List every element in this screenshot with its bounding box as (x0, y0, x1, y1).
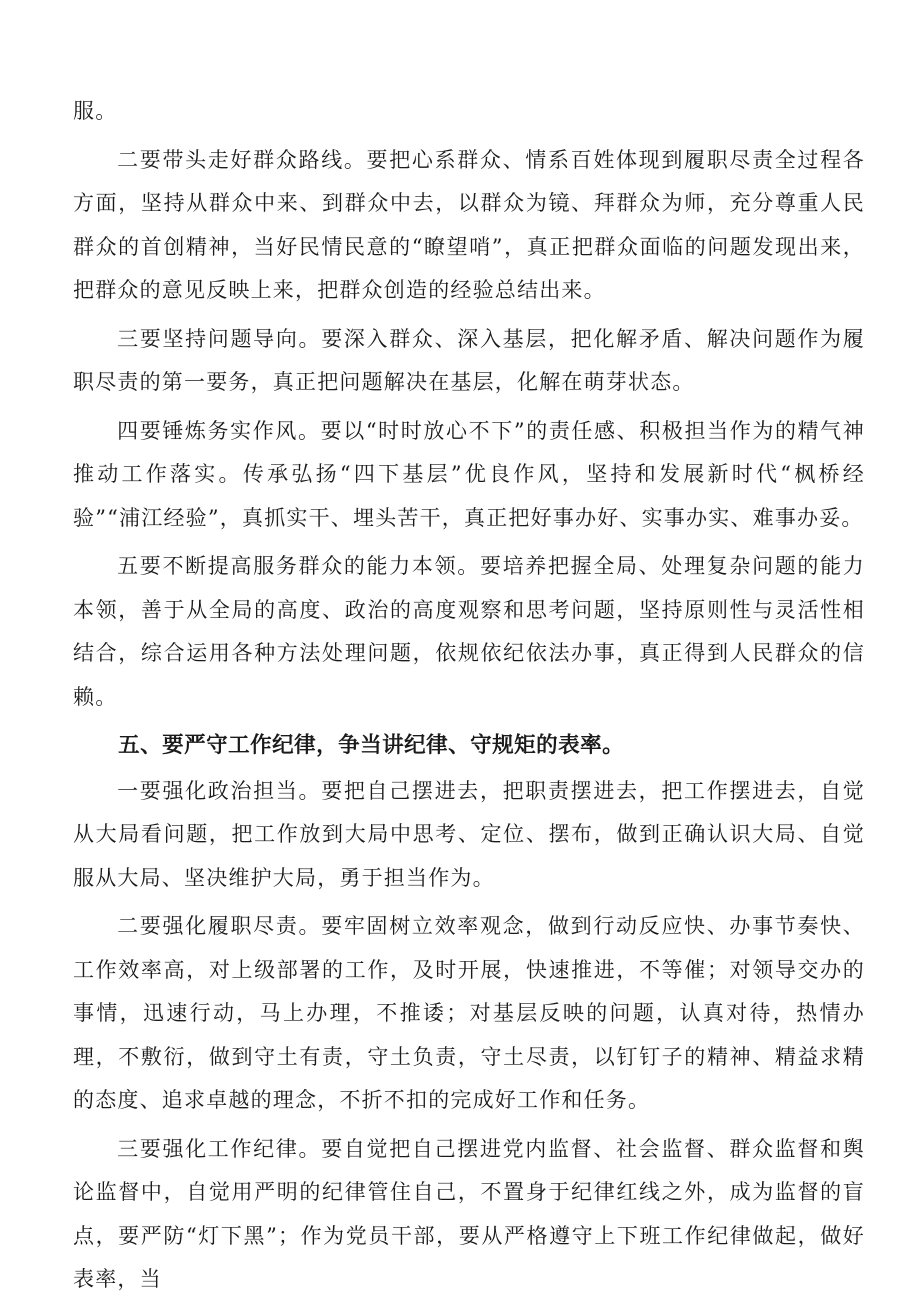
paragraph-political-responsibility: 一要强化政治担当。要把自己摆进去，把职责摆进去，把工作摆进去，自觉从大局看问题，把工作放到大局中思考、定位、摆布，做到正确认识大局、自觉服从大局、坚决维护大局，勇于担当作为。 (73, 778, 865, 890)
paragraph-service-ability: 五要不断提高服务群众的能力本领。要培养把握全局、处理复杂问题的能力本领，善于从全局的高度、政治的高度观察和思考问题，坚持原则性与灵活性相结合，综合运用各种方法处理问题，依规依纪依法办事，真正得到人民群众的信赖。 (73, 554, 865, 709)
section-heading-discipline: 五、要严守工作纪律，争当讲纪律、守规矩的表率。 (118, 733, 625, 758)
document-body (73, 90, 865, 1307)
paragraph-pragmatic-style: 四要锤炼务实作风。要以“时时放心不下”的责任感、积极担当作为的精气神推动工作落实。传承弘扬“四下基层”优良作风，坚持和发展新时代“枫桥经验”“浦江经验”，真抓实干、埋头苦干，真正把好事办好、实事办实、难事办妥。 (73, 418, 865, 530)
paragraph-mass-line: 二要带头走好群众路线。要把心系群众、情系百姓体现到履职尽责全过程各方面，坚持从群众中来、到群众中去，以群众为镜、拜群众为师，充分尊重人民群众的首创精神，当好民情民意的“瞭望哨”，真正把群众面临的问题发现出来，把群众的意见反映上来，把群众创造的经验总结出来。 (73, 147, 865, 302)
paragraph-work-discipline: 三要强化工作纪律。要自觉把自己摆进党内监督、社会监督、群众监督和舆论监督中，自觉用严明的纪律管住自己，不置身于纪律红线之外，成为监督的盲点，要严防“灯下黑”；作为党员干部，要从严格遵守上下班工作纪律做起，做好表率，当 (73, 1136, 865, 1291)
paragraph-duty-performance: 二要强化履职尽责。要牢固树立效率观念，做到行动反应快、办事节奏快、工作效率高，对上级部署的工作，及时开展，快速推进，不等催；对领导交办的事情，迅速行动，马上办理，不推诿；对基层反映的问题，认真对待，热情办理，不敷衍，做到守土有责，守土负责，守土尽责，以钉钉子的精神、精益求精的态度、追求卓越的理念，不折不扣的完成好工作和任务。 (73, 914, 865, 1112)
paragraph-problem-oriented: 三要坚持问题导向。要深入群众、深入基层，把化解矛盾、解决问题作为履职尽责的第一要务，真正把问题解决在基层，化解在萌芽状态。 (73, 326, 865, 394)
paragraph-continuation: 服。 (73, 99, 118, 123)
